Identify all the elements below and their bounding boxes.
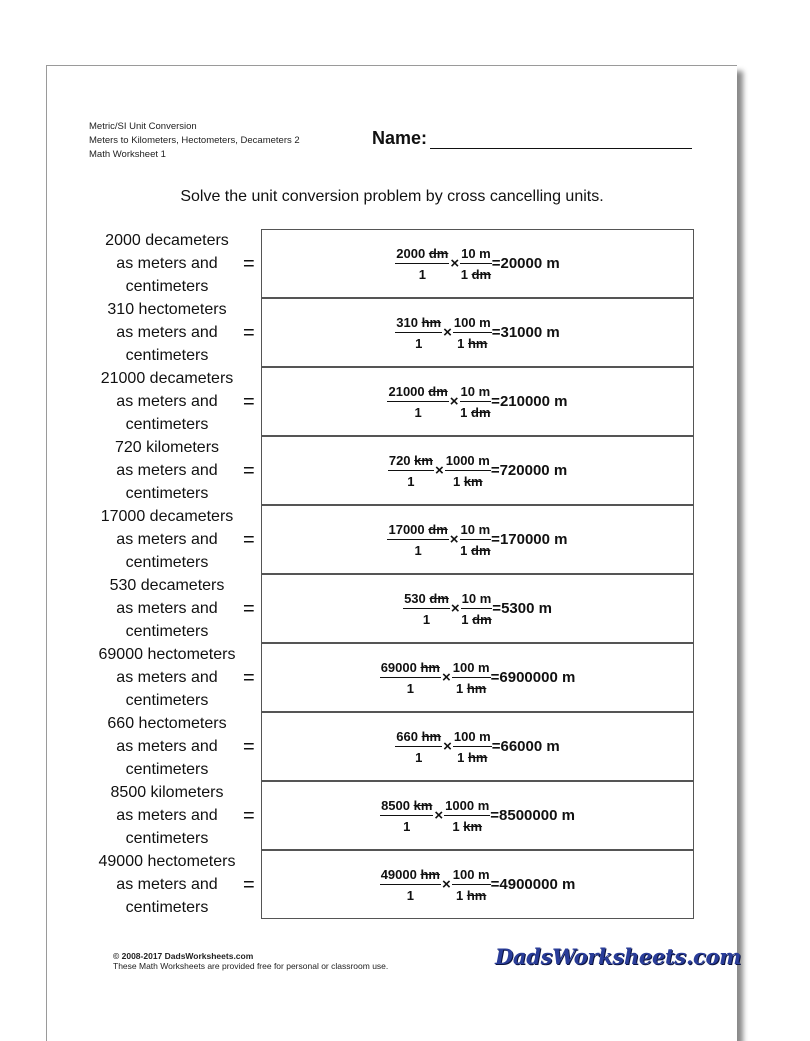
result-equals-sign: = xyxy=(490,669,500,686)
problem-question xyxy=(87,850,247,919)
fraction-denominator xyxy=(457,333,487,351)
fraction-numerator: 100 m xyxy=(452,867,491,885)
fraction-given xyxy=(395,729,442,765)
question-line: 8500 kilometers xyxy=(110,784,224,801)
problem-question xyxy=(87,436,247,505)
cancelled-unit: dm xyxy=(428,521,448,537)
problem-question xyxy=(87,781,247,850)
problem-row xyxy=(47,850,737,919)
problem-row xyxy=(47,298,737,367)
fraction-denominator xyxy=(460,402,490,420)
conversion-factor: 1 xyxy=(461,611,469,627)
cancelled-unit: dm xyxy=(429,590,449,606)
cancelled-unit: dm xyxy=(428,383,448,399)
fraction-numerator: 100 m xyxy=(453,315,492,333)
problem-row xyxy=(47,574,737,643)
fraction-denominator: 1 xyxy=(403,818,411,834)
conversion-factor: 1 xyxy=(456,887,464,903)
equals-sign: = xyxy=(243,598,255,620)
fraction-numerator: 1000 m xyxy=(444,798,490,816)
times-sign: × xyxy=(450,600,460,617)
header-subject: Metric/SI Unit Conversion xyxy=(89,121,197,132)
solution xyxy=(380,798,575,834)
fraction-conversion xyxy=(460,522,492,558)
times-sign: × xyxy=(441,669,451,686)
fraction-given xyxy=(387,384,448,420)
question-line: as meters and xyxy=(116,876,218,893)
equals-sign: = xyxy=(243,529,255,551)
fraction-given xyxy=(395,315,442,351)
fraction-conversion xyxy=(453,315,492,351)
fraction-numerator xyxy=(387,522,448,540)
fraction-denominator: 1 xyxy=(406,680,414,696)
result-equals-sign: = xyxy=(490,462,500,479)
problem-question xyxy=(87,574,247,643)
times-sign: × xyxy=(434,807,444,824)
question-line: 69000 hectometers xyxy=(98,646,236,663)
answer-box xyxy=(261,367,694,436)
cancelled-unit: dm xyxy=(471,266,492,282)
problem-question xyxy=(87,643,247,712)
name-field-line xyxy=(430,148,692,149)
fraction-conversion xyxy=(461,591,493,627)
equals-sign: = xyxy=(243,253,255,275)
problem-row xyxy=(47,229,737,298)
question-line: as meters and xyxy=(116,255,218,272)
question-line: centimeters xyxy=(125,278,209,295)
fraction-numerator: 10 m xyxy=(460,246,492,264)
question-line: as meters and xyxy=(116,393,218,410)
worksheet-page xyxy=(46,65,742,1041)
problem-question xyxy=(87,367,247,436)
question-line: centimeters xyxy=(125,761,209,778)
result-value: 210000 m xyxy=(499,393,568,410)
fraction-numerator xyxy=(388,453,434,471)
question-line: as meters and xyxy=(116,669,218,686)
answer-box xyxy=(261,574,694,643)
cancelled-unit: km xyxy=(413,797,433,813)
fraction-denominator: 1 xyxy=(415,335,423,351)
equals-sign: = xyxy=(243,874,255,896)
answer-box xyxy=(261,229,694,298)
fraction-numerator xyxy=(380,867,441,885)
question-line: centimeters xyxy=(125,485,209,502)
answer-box xyxy=(261,643,694,712)
problem-question xyxy=(87,505,247,574)
question-line: centimeters xyxy=(125,554,209,571)
fraction-denominator xyxy=(453,471,483,489)
problem-row xyxy=(47,436,737,505)
result-equals-sign: = xyxy=(491,531,500,548)
conversion-factor: 1 xyxy=(460,404,468,420)
times-sign: × xyxy=(443,738,452,755)
conversion-factor: 1 xyxy=(460,266,468,282)
given-value: 720 xyxy=(388,452,411,468)
fraction-conversion xyxy=(444,798,490,834)
solution xyxy=(387,522,567,558)
conversion-factor: 1 xyxy=(457,335,465,351)
fraction-given xyxy=(380,798,433,834)
result-value: 4900000 m xyxy=(499,876,576,893)
fraction-denominator xyxy=(456,885,486,903)
question-line: centimeters xyxy=(125,899,209,916)
question-line: 17000 decameters xyxy=(100,508,234,525)
conversion-factor: 1 xyxy=(456,680,464,696)
given-value: 49000 xyxy=(380,866,417,882)
result-equals-sign: = xyxy=(491,255,501,272)
answer-box xyxy=(261,505,694,574)
fraction-given xyxy=(387,522,448,558)
given-value: 21000 xyxy=(388,383,425,399)
fraction-numerator xyxy=(403,591,450,609)
fraction-denominator xyxy=(461,609,491,627)
question-line: centimeters xyxy=(125,623,209,640)
problem-row xyxy=(47,643,737,712)
solution xyxy=(388,453,567,489)
fraction-conversion xyxy=(460,246,492,282)
times-sign: × xyxy=(441,876,451,893)
question-line: centimeters xyxy=(125,692,209,709)
solution xyxy=(380,660,576,696)
cancelled-unit: hm xyxy=(421,728,442,744)
times-sign: × xyxy=(434,462,444,479)
fraction-numerator: 10 m xyxy=(460,384,492,402)
result-value: 720000 m xyxy=(499,462,568,479)
fraction-denominator xyxy=(457,747,487,765)
copyright: © 2008-2017 DadsWorksheets.com xyxy=(113,951,254,961)
question-line: 21000 decameters xyxy=(100,370,234,387)
result-value: 170000 m xyxy=(499,531,568,548)
solution xyxy=(395,315,559,351)
given-value: 69000 xyxy=(380,659,417,675)
problem-row xyxy=(47,367,737,436)
fraction-numerator xyxy=(380,798,433,816)
result-value: 5300 m xyxy=(501,600,552,617)
question-line: 720 kilometers xyxy=(114,439,220,456)
cancelled-unit: dm xyxy=(471,542,491,558)
times-sign: × xyxy=(450,255,460,272)
question-line: centimeters xyxy=(125,347,209,364)
given-value: 530 xyxy=(404,590,426,606)
conversion-factor: 1 xyxy=(457,749,465,765)
conversion-factor: 1 xyxy=(452,818,460,834)
question-line: as meters and xyxy=(116,600,218,617)
name-label: Name: xyxy=(372,128,428,148)
header-topic: Meters to Kilometers, Hectometers, Decameters 2 xyxy=(89,135,300,146)
fraction-given xyxy=(403,591,450,627)
result-value: 31000 m xyxy=(500,324,560,341)
fraction-numerator xyxy=(380,660,441,678)
cancelled-unit: hm xyxy=(421,314,442,330)
question-line: 310 hectometers xyxy=(107,301,227,318)
fraction-given xyxy=(388,453,434,489)
conversion-factor: 1 xyxy=(460,542,468,558)
fraction-conversion xyxy=(452,660,491,696)
cancelled-unit: hm xyxy=(420,866,440,882)
answer-box xyxy=(261,781,694,850)
solution xyxy=(395,729,559,765)
cancelled-unit: dm xyxy=(471,404,491,420)
question-line: centimeters xyxy=(125,830,209,847)
fraction-numerator: 1000 m xyxy=(445,453,491,471)
solution xyxy=(387,384,567,420)
times-sign: × xyxy=(449,393,459,410)
fraction-numerator: 100 m xyxy=(452,660,491,678)
fraction-conversion xyxy=(453,729,492,765)
fraction-denominator: 1 xyxy=(414,542,422,558)
cancelled-unit: hm xyxy=(466,887,487,903)
fraction-denominator: 1 xyxy=(406,887,414,903)
fraction-denominator xyxy=(456,678,486,696)
fraction-conversion xyxy=(445,453,491,489)
times-sign: × xyxy=(449,531,459,548)
cancelled-unit: hm xyxy=(420,659,440,675)
fraction-numerator xyxy=(395,246,449,264)
solution xyxy=(395,246,559,282)
cancelled-unit: km xyxy=(463,818,483,834)
answer-box xyxy=(261,712,694,781)
instructions: Solve the unit conversion problem by cross cancelling units. xyxy=(180,188,604,205)
fraction-numerator xyxy=(387,384,448,402)
question-line: as meters and xyxy=(116,807,218,824)
given-value: 8500 xyxy=(381,797,410,813)
worksheet-header xyxy=(89,120,300,162)
fraction-numerator xyxy=(395,315,442,333)
question-line: centimeters xyxy=(125,416,209,433)
question-line: as meters and xyxy=(116,324,218,341)
result-value: 66000 m xyxy=(500,738,560,755)
fraction-denominator xyxy=(461,264,491,282)
fraction-numerator: 10 m xyxy=(460,522,492,540)
answer-box xyxy=(261,850,694,919)
equals-sign: = xyxy=(243,391,255,413)
equals-sign: = xyxy=(243,322,255,344)
result-equals-sign: = xyxy=(490,876,500,893)
fraction-denominator xyxy=(460,540,490,558)
question-line: 530 decameters xyxy=(109,577,225,594)
question-line: as meters and xyxy=(116,531,218,548)
given-value: 17000 xyxy=(388,521,425,537)
problem-row xyxy=(47,712,737,781)
problem-row xyxy=(47,505,737,574)
times-sign: × xyxy=(443,324,452,341)
given-value: 660 xyxy=(396,728,418,744)
result-value: 6900000 m xyxy=(499,669,576,686)
problem-question xyxy=(87,298,247,367)
problem-question xyxy=(87,229,247,298)
fraction-denominator: 1 xyxy=(422,611,431,627)
cancelled-unit: hm xyxy=(467,749,488,765)
question-line: as meters and xyxy=(116,462,218,479)
cancelled-unit: dm xyxy=(428,245,449,261)
cancelled-unit: hm xyxy=(467,335,488,351)
fraction-given xyxy=(395,246,449,282)
question-line: 660 hectometers xyxy=(107,715,227,732)
equals-sign: = xyxy=(243,805,255,827)
result-equals-sign: = xyxy=(491,324,501,341)
result-equals-sign: = xyxy=(491,738,501,755)
cancelled-unit: km xyxy=(463,473,483,489)
usage-notice: These Math Worksheets are provided free for personal or classroom use. xyxy=(113,961,389,971)
problem-row xyxy=(47,781,737,850)
cancelled-unit: dm xyxy=(472,611,492,627)
footer xyxy=(113,951,388,971)
dadsworksheets-logo: DadsWorksheets.com xyxy=(495,944,742,969)
result-equals-sign: = xyxy=(492,600,502,617)
fraction-conversion xyxy=(460,384,492,420)
solution xyxy=(403,591,552,627)
answer-box xyxy=(261,436,694,505)
question-line: 49000 hectometers xyxy=(98,853,236,870)
fraction-given xyxy=(380,867,441,903)
given-value: 310 xyxy=(396,314,418,330)
result-equals-sign: = xyxy=(490,807,500,824)
solution xyxy=(380,867,576,903)
fraction-conversion xyxy=(452,867,491,903)
header-worksheet-number: Math Worksheet 1 xyxy=(89,149,166,160)
fraction-given xyxy=(380,660,441,696)
fraction-denominator: 1 xyxy=(414,404,422,420)
equals-sign: = xyxy=(243,736,255,758)
fraction-denominator: 1 xyxy=(418,266,426,282)
equals-sign: = xyxy=(243,460,255,482)
conversion-factor: 1 xyxy=(452,473,461,489)
answer-box xyxy=(261,298,694,367)
fraction-denominator xyxy=(452,816,482,834)
cancelled-unit: km xyxy=(414,452,433,468)
cancelled-unit: hm xyxy=(466,680,487,696)
fraction-numerator: 100 m xyxy=(453,729,492,747)
result-equals-sign: = xyxy=(491,393,500,410)
given-value: 2000 xyxy=(396,245,426,261)
equals-sign: = xyxy=(243,667,255,689)
fraction-denominator: 1 xyxy=(407,473,415,489)
question-line: as meters and xyxy=(116,738,218,755)
problem-question xyxy=(87,712,247,781)
result-value: 8500000 m xyxy=(499,807,575,824)
question-line: 2000 decameters xyxy=(105,232,229,249)
fraction-denominator: 1 xyxy=(415,749,423,765)
fraction-numerator: 10 m xyxy=(461,591,493,609)
result-value: 20000 m xyxy=(500,255,560,272)
fraction-numerator xyxy=(395,729,442,747)
